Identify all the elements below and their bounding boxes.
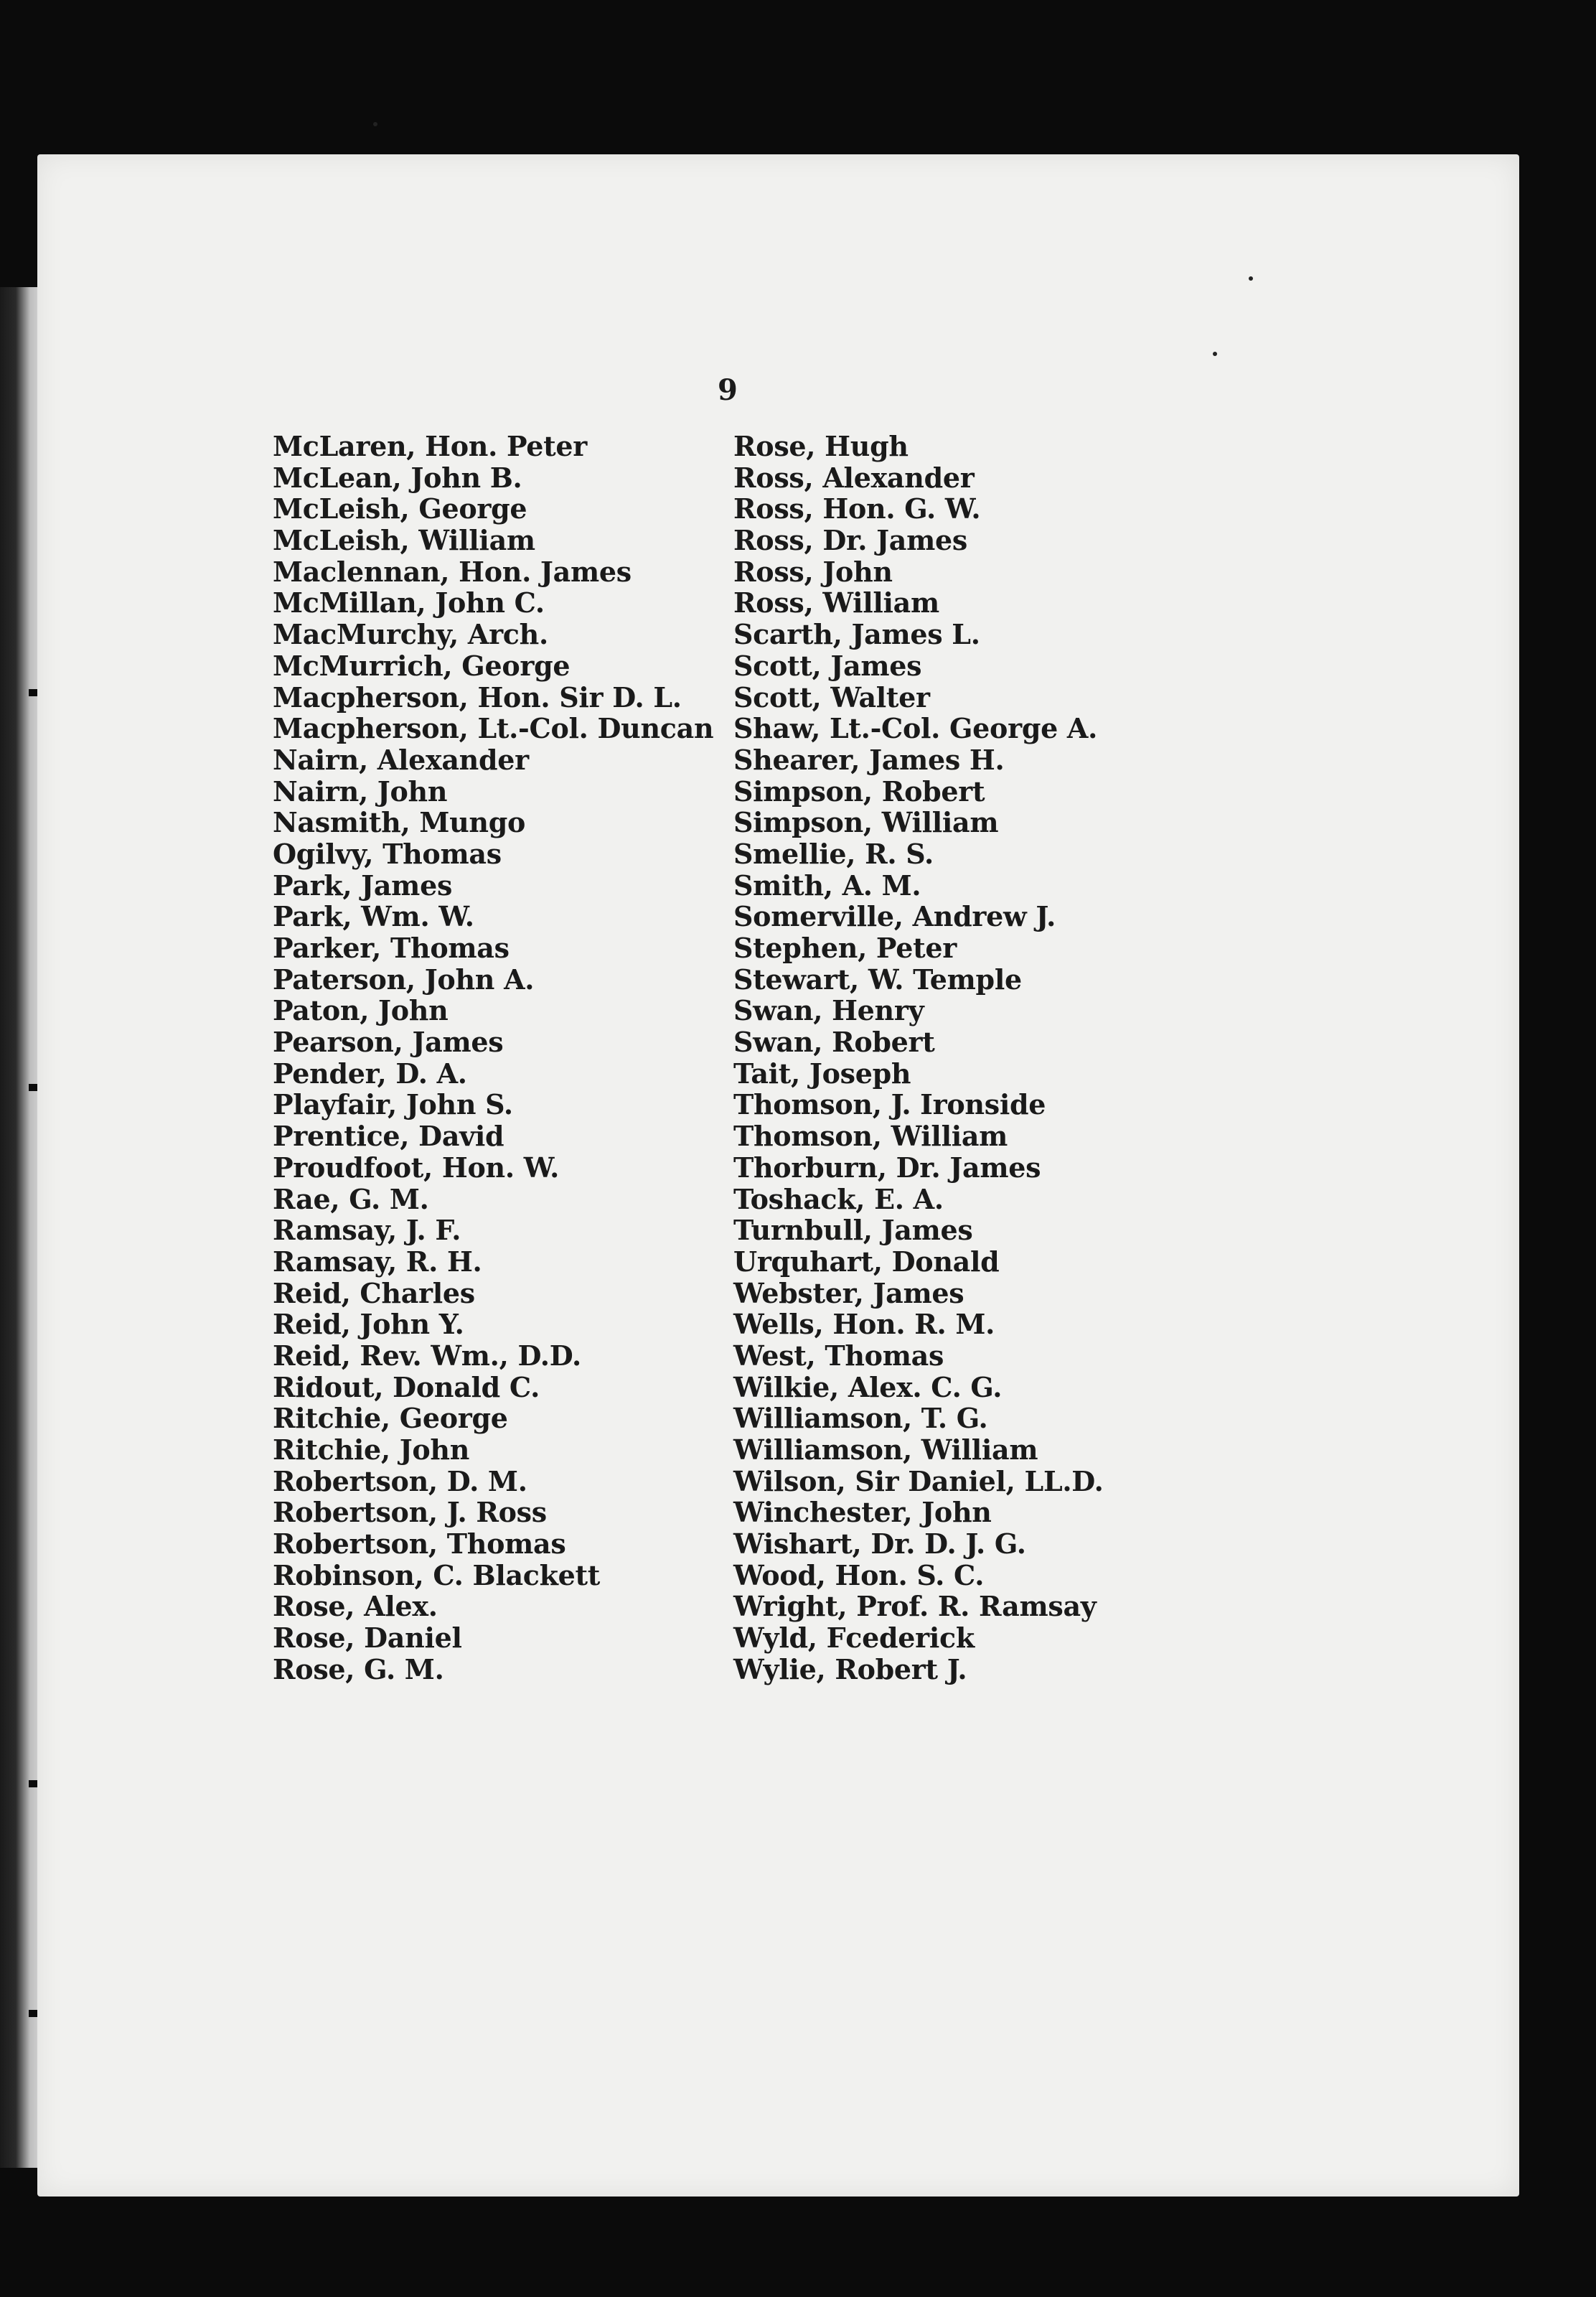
name-entry: Ritchie, George [273, 1402, 508, 1435]
name-entry: Wilkie, Alex. C. G. [733, 1370, 1003, 1403]
names-column-right [733, 431, 1104, 1685]
name-entry: Wilson, Sir Daniel, LL.D. [733, 1464, 1104, 1497]
name-entry: Robertson, Thomas [273, 1528, 566, 1561]
name-entry: Toshack, E. A. [733, 1182, 944, 1215]
name-entry: Paton, John [273, 994, 449, 1027]
paper-speck [1249, 276, 1253, 281]
name-entry: Robertson, J. Ross [273, 1496, 547, 1529]
name-entry: Ross, Alexander [733, 461, 975, 494]
name-entry: Ritchie, John [273, 1433, 470, 1466]
name-entry: Smellie, R. S. [733, 837, 934, 870]
name-entry: Wright, Prof. R. Ramsay [733, 1590, 1097, 1623]
name-entry: Robinson, C. Blackett [273, 1558, 601, 1591]
name-entry: Wylie, Robert J. [733, 1652, 967, 1685]
name-entry: Somerville, Andrew J. [733, 900, 1056, 933]
name-entry: Paterson, John A. [273, 963, 535, 996]
name-entry: Ramsay, R. H. [273, 1245, 482, 1278]
names-column-left [273, 431, 713, 1685]
name-entry: Pearson, James [273, 1026, 504, 1059]
name-entry: Maclennan, Hon. James [273, 555, 632, 588]
name-entry: Ross, Hon. G. W. [733, 492, 981, 525]
name-entry: Pender, D. A. [273, 1057, 467, 1090]
name-entry: Ross, Dr. James [733, 524, 967, 557]
name-entry: Shearer, James H. [733, 743, 1005, 776]
paper-speck [373, 122, 377, 126]
name-entry: Prentice, David [273, 1120, 504, 1153]
name-entry: Macpherson, Hon. Sir D. L. [273, 680, 682, 714]
name-entry: Playfair, John S. [273, 1088, 513, 1121]
name-entry: Stewart, W. Temple [733, 963, 1022, 996]
name-entry: Ridout, Donald C. [273, 1370, 540, 1403]
name-entry: Winchester, John [733, 1496, 992, 1529]
name-entry: Scott, Walter [733, 680, 930, 714]
name-entry: McLaren, Hon. Peter [273, 430, 587, 462]
name-entry: Macpherson, Lt.-Col. Duncan [273, 712, 714, 745]
name-entry: Thomson, William [733, 1120, 1008, 1153]
name-entry: Simpson, Robert [733, 775, 985, 808]
name-entry: McLeish, William [273, 524, 535, 557]
name-entry: Reid, Rev. Wm., D.D. [273, 1339, 581, 1372]
name-entry: Rose, Alex. [273, 1590, 438, 1623]
name-entry: Shaw, Lt.-Col. George A. [733, 712, 1098, 745]
name-entry: Rose, Hugh [733, 430, 909, 462]
name-entry: Wood, Hon. S. C. [733, 1558, 985, 1591]
name-entry: Wishart, Dr. D. J. G. [733, 1528, 1026, 1561]
name-entry: Parker, Thomas [273, 932, 510, 964]
name-entry: Tait, Joseph [733, 1057, 911, 1090]
name-entry: Nairn, John [273, 775, 448, 808]
name-entry: McMurrich, George [273, 649, 571, 682]
name-entry: Proudfoot, Hon. W. [273, 1151, 560, 1184]
name-entry: Thomson, J. Ironside [733, 1088, 1046, 1121]
name-entry: Smith, A. M. [733, 869, 921, 902]
name-entry: Williamson, T. G. [733, 1402, 988, 1435]
name-entry: Nasmith, Mungo [273, 806, 526, 839]
name-entry: Robertson, D. M. [273, 1464, 527, 1497]
name-entry: Williamson, William [733, 1433, 1038, 1466]
name-entry: Stephen, Peter [733, 932, 957, 964]
name-entry: Park, James [273, 869, 453, 902]
name-entry: West, Thomas [733, 1339, 944, 1372]
name-entry: McLean, John B. [273, 461, 522, 494]
name-entry: Reid, Charles [273, 1276, 475, 1309]
name-entry: Park, Wm. W. [273, 900, 474, 933]
name-entry: Ross, John [733, 555, 893, 588]
name-entry: Nairn, Alexander [273, 743, 529, 776]
name-entry: Scott, James [733, 649, 922, 682]
name-entry: Rose, Daniel [273, 1622, 462, 1655]
name-entry: Rose, G. M. [273, 1652, 444, 1685]
name-entry: Wyld, Fcederick [733, 1622, 975, 1655]
name-entry: Ogilvy, Thomas [273, 837, 502, 870]
name-entry: Webster, James [733, 1276, 964, 1309]
name-entry: Ramsay, J. F. [273, 1214, 461, 1247]
name-entry: McMillan, John C. [273, 586, 545, 619]
name-entry: Simpson, William [733, 806, 999, 839]
name-entry: Wells, Hon. R. M. [733, 1308, 995, 1341]
name-entry: McLeish, George [273, 492, 527, 525]
name-entry: Swan, Robert [733, 1026, 935, 1059]
name-entry: Thorburn, Dr. James [733, 1151, 1041, 1184]
name-entry: Turnbull, James [733, 1214, 973, 1247]
name-entry: Rae, G. M. [273, 1182, 429, 1215]
name-entry: Ross, William [733, 586, 939, 619]
page-number: 9 [718, 373, 738, 407]
name-entry: Swan, Henry [733, 994, 924, 1027]
name-entry: Urquhart, Donald [733, 1245, 1000, 1278]
name-entry: Reid, John Y. [273, 1308, 464, 1341]
paper-speck [1213, 352, 1217, 356]
name-entry: MacMurchy, Arch. [273, 618, 548, 651]
name-entry: Scarth, James L. [733, 618, 980, 651]
